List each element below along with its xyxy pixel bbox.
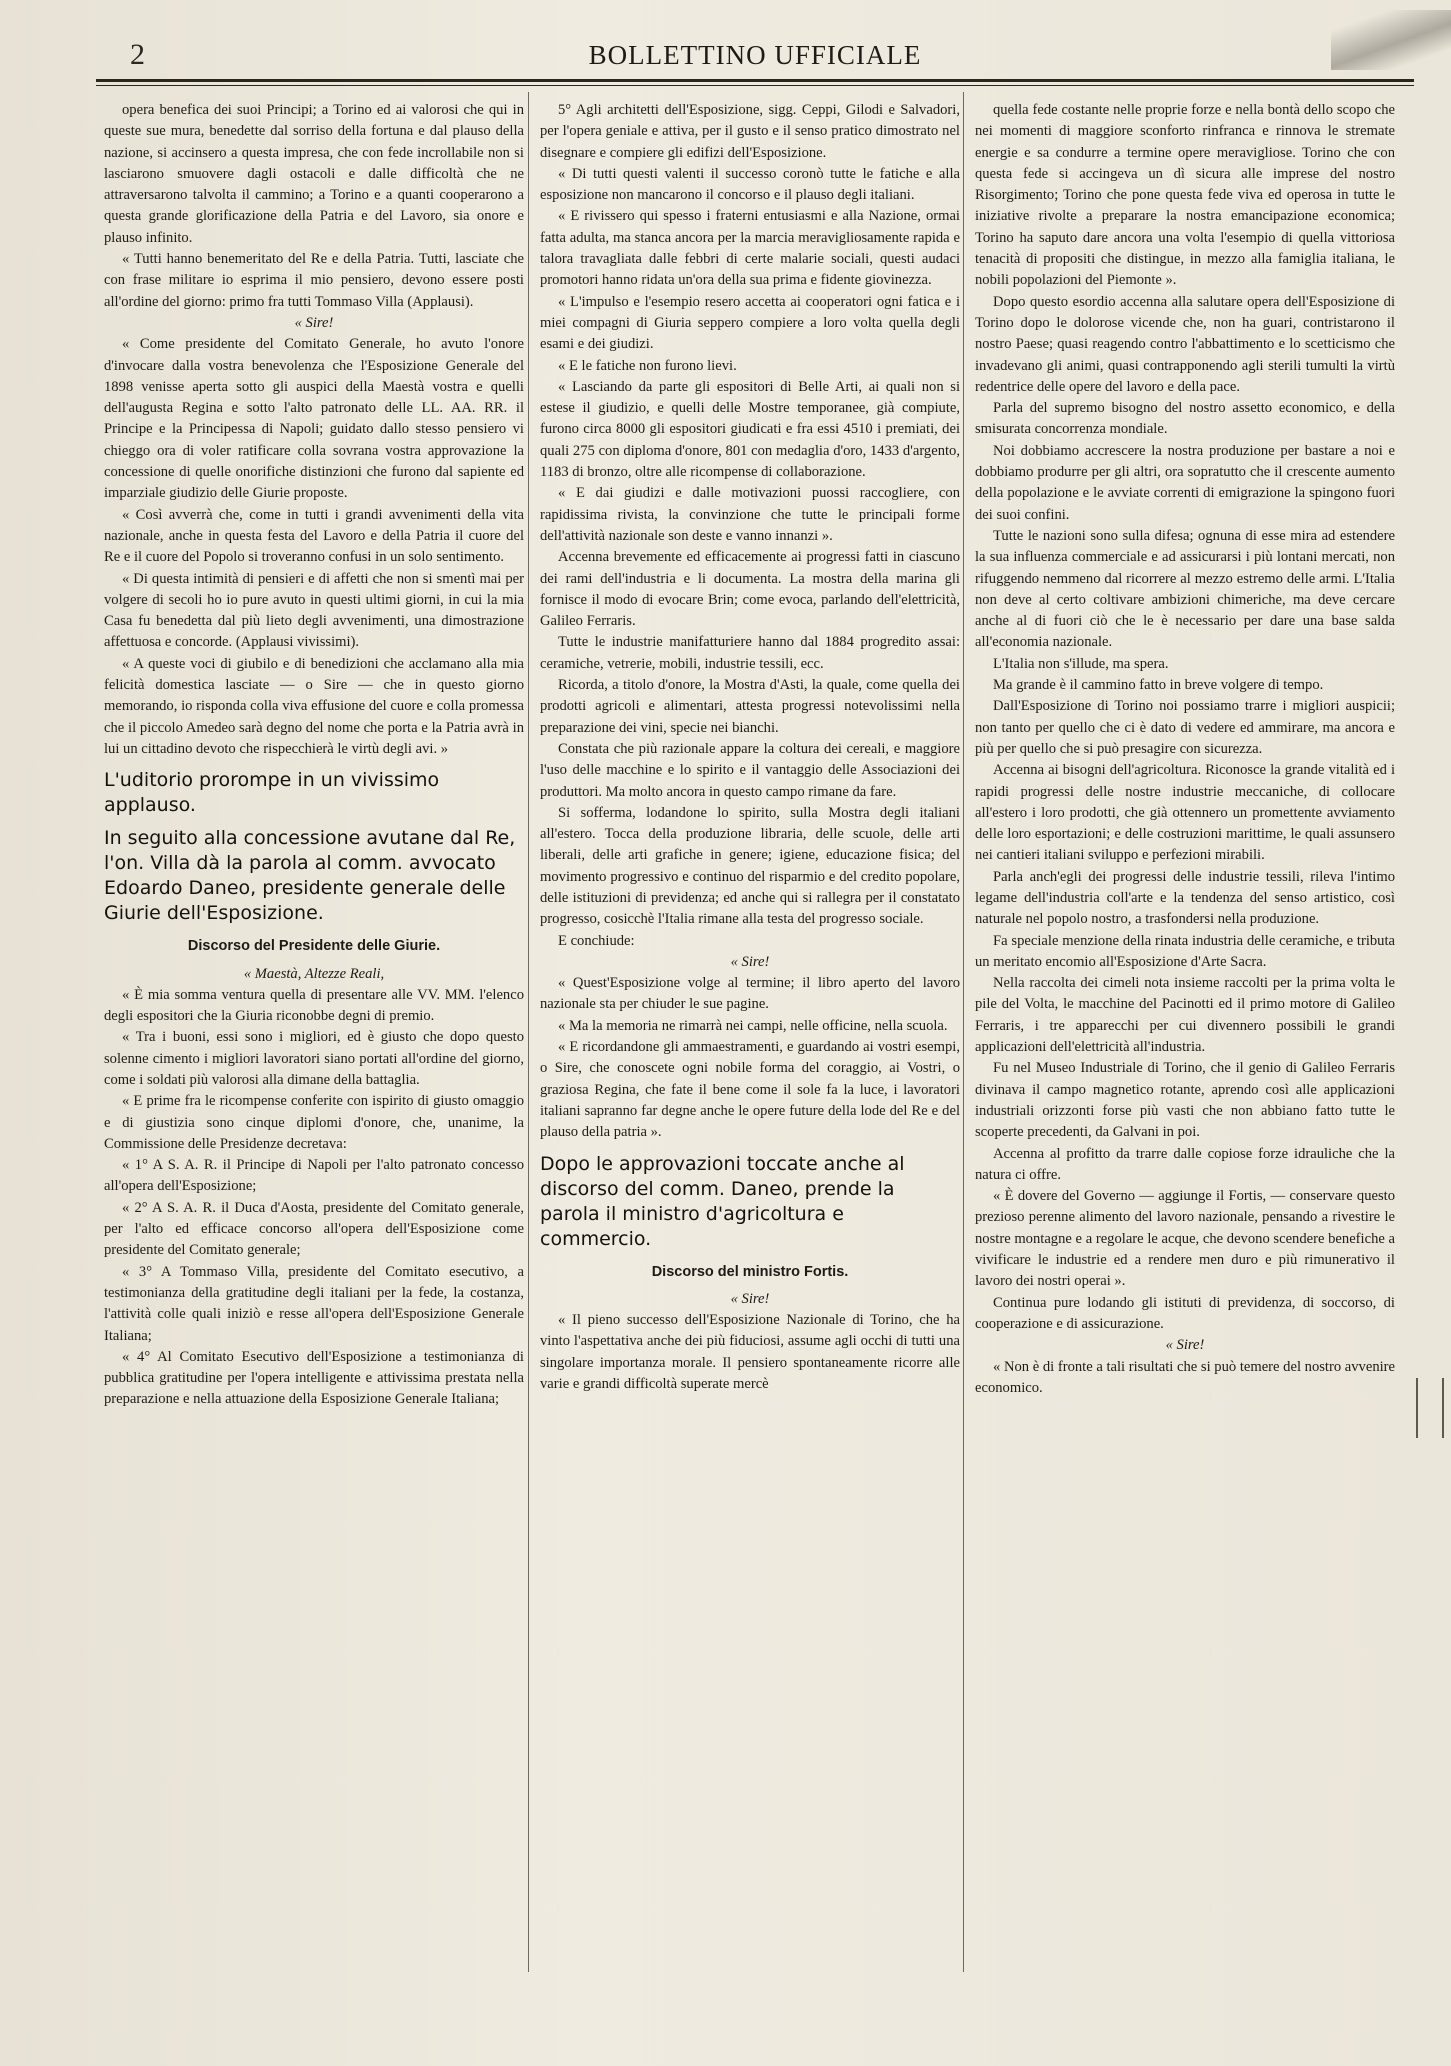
text-column-1 [104, 100, 524, 1930]
paragraph: Tutte le nazioni sono sulla difesa; ognuna di esse mira ad estendere la sua influenza commerciale e ad assicurarsi i più lontani mercati, non rifuggendo nemmeno dal ricorrere al mezzo estremo delle armi. L'Italia non deve al certo coltivare ambizioni chimeriche, ma deve cercare anche al di fuori ciò che le è necessario per dare una base salda all'economia nazionale. [975, 527, 1395, 651]
paragraph: Nella raccolta dei cimeli nota insieme raccolti per la prima volta le pile del Volta, le macchine del Pacinotti ed il primo motore di Galileo Ferraris, i tre apparecchi per cui divennero possibili le grandi applicazioni dell'elettricità all'industria. [975, 975, 1395, 1056]
paragraph: quella fede costante nelle proprie forze e nella bontà dello scopo che nei momenti di maggiore sconforto rinfranca e rinnova le stremate energie e sa condurre a termine opere meravigliose. Torino che con questa fede si accingeva un dì sicura alle imprese del nostro Risorgimento; Torino che pone questa fede viva ed operosa in tutte le iniziative rivolte a preparare la nostra emancipazione economica; Torino ha saputo dare ancora una volta l'esempio di quella vittoriosa tenacità di propositi che distingue, in mezzo alla famiglia italiana, le nobili popolazioni del Piemonte ». [975, 102, 1395, 289]
paragraph: « E le fatiche non furono lievi. [558, 357, 737, 374]
paragraph: opera benefica dei suoi Principi; a Torino ed ai valorosi che qui in queste sue mura, benedette dal sorriso della fortuna e dal plauso della nazione, si accinsero a questa impresa, che con fede incrollabile non si lasciarono smuovere dagli ostacoli e dalle difficoltà che ne attraversarono talvolta il cammino; a Torino e a quanti cooperarono a questa grande glorificazione della Patria e del Lavoro, sia onore e plauso infinito. [104, 102, 524, 246]
paragraph: Parla anch'egli dei progressi delle industrie tessili, rileva l'intimo legame dell'industria coll'arte e la tendenza del senso artistico, così naturale nel popolo nostro, a trasfondersi nella produzione. [975, 868, 1395, 928]
column-divider-2 [963, 92, 964, 1972]
paragraph: « È dovere del Governo — aggiunge il Fortis, — conservare questo prezioso perenne alimento del lavoro nazionale, pensando a rivestire le nostre montagne e a regolare le acque, che devono scendere benefiche a vivificare le industrie ed a rendere men duro e più rimunerativo il lavoro dei nostri operai ». [975, 1188, 1395, 1290]
paragraph: « Quest'Esposizione volge al termine; il libro aperto del lavoro nazionale sta per chiuder le sue pagine. [540, 975, 960, 1013]
paragraph: Constata che più razionale appare la coltura dei cereali, e maggiore l'uso delle macchine e lo spirito e il vantaggio delle Associazioni dei produttori. Ma molto ancora in questo campo rimane da fare. [540, 740, 960, 800]
publication-title: BOLLETTINO UFFICIALE [588, 40, 922, 70]
paragraph: E conchiude: [558, 932, 635, 949]
paragraph: « Tra i buoni, essi sono i migliori, ed è giusto che dopo questo solenne cimento i migliori lavoratori siano portati all'ordine del giorno, come i soldati più valorosi alla dimane della battaglia. [104, 1029, 524, 1088]
paragraph: « Lasciando da parte gli espositori di Belle Arti, ai quali non si estese il giudizio, e quelli delle Mostre temporanee, già compiute, furono circa 8000 gli espositori giudicati e fra essi 4510 i premiati, dei quali 275 con diploma d'onore, 801 con medaglia d'oro, 1433 d'argento, 1183 di bronzo, oltre alle ricompense di collaborazione. [540, 378, 960, 481]
paragraph: Si sofferma, lodandone lo spirito, sulla Mostra degli italiani all'estero. Tocca della produzione libraria, delle scuole, delle arti liberali, delle arti grafiche in genere; igiene, educazione fisica; del movimento progressivo e continuo del risparmio e del credito popolare, delle istituzioni di previdenza; ed anche qui si rallegra per il constatato progresso, cosicchè l'Italia rimane alla testa del progresso sociale. [540, 804, 960, 928]
salutation: « Sire! [1165, 1337, 1205, 1354]
paragraph: « A queste voci di giubilo e di benedizioni che acclamano alla mia felicità domestica lasciate — o Sire — che in questo giorno memorando, io risponda colla viva effusione del cuore e colla promessa che il piccolo Amedeo sarà degno del nome che porta e la Patria avrà in lui un cittadino devoto che rispecchierà le virtù degli avi. » [104, 655, 524, 757]
paragraph: « E ricordandone gli ammaestramenti, e guardando ai vostri esempi, o Sire, che conoscete ogni nobile forma del coraggio, ai Vostri, o graziosa Regina, che fate il bene come il sole fa la luce, i lavoratori italiani sapranno far degne anche le opere future della lode del Re e del plauso della patria ». [540, 1039, 960, 1141]
paragraph: « 4° Al Comitato Esecutivo dell'Esposizione a testimonianza di pubblica gratitudine per l'opera intelligente e attivissima prestata nella preparazione e nella attuazione della Esposizione Generale Italiana; [104, 1348, 524, 1408]
bold-summary-line: L'uditorio prorompe in un vivissimo applauso. [104, 769, 440, 817]
paragraph: « E dai giudizi e dalle motivazioni puossi raccogliere, con rapidissima rivista, la convinzione che tutte le principali forme dell'attività nazionale son deste e vanno innanzi ». [540, 485, 960, 544]
paragraph: Parla del supremo bisogno del nostro assetto economico, e della smisurata concorrenza mondiale. [975, 400, 1395, 438]
paragraph: « 3° A Tommaso Villa, presidente del Comitato esecutivo, a testimonianza della gratitudine degli italiani per la fede, la costanza, l'attività colle quali iniziò e resse all'opera dell'Esposizione Generale Italiana; [104, 1263, 524, 1344]
paragraph: Continua pure lodando gli istituti di previdenza, di soccorso, di cooperazione e di assicurazione. [975, 1294, 1395, 1332]
paragraph: « L'impulso e l'esempio resero accetta ai cooperatori ogni fatica e i miei compagni di Giuria seppero compiere a loro volta quella degli esami e dei giudizi. [540, 293, 960, 353]
paragraph: « Come presidente del Comitato Generale, ho avuto l'onore d'invocare dalla vostra benevolenza che l'Esposizione Generale del 1898 venisse aperta sotto gli auspici della Maestà vostra e quelli dell'augusta Regina e sotto l'alto patronato delle LL. AA. RR. il Principe e la Principessa di Napoli; guidato dallo stesso pensiero vi chieggo ora di voler ratificare colla sovrana vostra approvazione la concessione di quelle onorifiche distinzioni che furono dal sapiente ed imparziale giudizio delle Giurie proposte. [104, 336, 524, 502]
paragraph: Noi dobbiamo accrescere la nostra produzione per bastare a noi e dobbiamo produrre per gli altri, ora sopratutto che il crescente aumento della popolazione e le avviate correnti di emigrazione la spingono fuori dei suoi confini. [975, 442, 1395, 523]
speech-heading: Discorso del ministro Fortis. [651, 1263, 849, 1280]
paragraph: Dall'Esposizione di Torino noi possiamo trarre i migliori auspicii; non tanto per quello che ci è dato di vedere ed ammirare, ma ancora e più per quello che si può presagire con sicurezza. [975, 698, 1395, 757]
margin-mark [1416, 1378, 1444, 1438]
speech-heading: Discorso del Presidente delle Giurie. [187, 938, 441, 955]
paragraph: Accenna brevemente ed efficacemente ai progressi fatti in ciascuno dei rami dell'industria e li documenta. La mostra della marina gli fornisce il modo di evocare Brin; come evoca, parlando dell'elettricità, Galileo Ferraris. [540, 549, 960, 630]
paragraph: « 2° A S. A. R. il Duca d'Aosta, presidente del Comitato generale, per l'alto ed efficace concorso all'opera dell'Esposizione come presidente del Comitato generale; [104, 1199, 524, 1259]
salutation: « Sire! [294, 314, 334, 331]
salutation: « Sire! [730, 1290, 770, 1307]
paragraph: Ricorda, a titolo d'onore, la Mostra d'Asti, la quale, come quella dei prodotti agricoli e alimentari, attesta progressi notevolissimi nella preparazione dei vini, specie nei bianchi. [540, 677, 960, 736]
paragraph: « Così avverrà che, come in tutti i grandi avvenimenti della vita nazionale, anche in questa festa del Lavoro e della Patria il cuore del Re e il cuore del Popolo si troveranno confusi in un solo sentimento. [104, 506, 524, 566]
header-rule-thick [96, 79, 1414, 82]
salutation: « Sire! [730, 953, 770, 970]
paragraph: « È mia somma ventura quella di presentare alle VV. MM. l'elenco degli espositori che la Giuria riconobbe degni di premio. [104, 986, 524, 1025]
paragraph: « Di tutti questi valenti il successo coronò tutte le fatiche e alla esposizione non mancarono il concorso e il plauso degli italiani. [540, 165, 960, 204]
paragraph: « Tutti hanno benemeritato del Re e della Patria. Tutti, lasciate che con frase militare io esprima il mio pensiero, devono essere posti all'ordine del giorno: primo fra tutti Tommaso Villa (Applausi). [104, 251, 524, 310]
paragraph: Tutte le industrie manifatturiere hanno dal 1884 progredito assai: ceramiche, vetrerie, mobili, industrie tessili, ecc. [540, 634, 960, 672]
salutation: « Maestà, Altezze Reali, [243, 965, 385, 982]
paragraph: « 1° A S. A. R. il Principe di Napoli per l'alto patronato concesso all'opera dell'Esposizione; [104, 1157, 524, 1195]
paragraph: Dopo questo esordio accenna alla salutare opera dell'Esposizione di Torino dopo le dolorose vicende che, non ha guari, contristarono il nostro Paese; quasi reagendo contro l'abbattimento e lo scetticismo che invadevano gli animi, quasi contrapponendo agli sterili tumulti la virtù redentrice delle opere del lavoro e della pace. [975, 293, 1395, 395]
bold-summary-line: Dopo le approvazioni toccate anche al discorso del comm. Daneo, prende la parola il ministro d'agricoltura e commercio. [540, 1152, 905, 1250]
page-header [96, 36, 1414, 76]
paragraph: 5° Agli architetti dell'Esposizione, sigg. Ceppi, Gilodi e Salvadori, per l'opera geniale e attiva, per il gusto e il senso pratico dimostrato nel disegnare e compiere gli edifizi dell'Esposizione. [540, 102, 960, 161]
paragraph: « E rivissero qui spesso i fraterni entusiasmi e alla Nazione, ormai fatta adulta, ma stanca ancora per la marcia meravigliosamente rapida e talora travagliata dalle febbri di certe malarie sociali, questi audaci promotori hanno ridata un'ora della sua prima e fidente giovinezza. [540, 208, 960, 289]
text-column-2 [540, 100, 960, 1800]
text-column-3 [975, 100, 1395, 1540]
paragraph: Fa speciale menzione della rinata industria delle ceramiche, e tributa un meritato encomio all'Esposizione d'Arte Sacra. [975, 932, 1395, 970]
paragraph: « Ma la memoria ne rimarrà nei campi, nelle officine, nella scuola. [558, 1017, 948, 1034]
paragraph: Accenna al profitto da trarre dalle copiose forze idrauliche che la natura ci offre. [975, 1145, 1395, 1183]
paragraph: « Il pieno successo dell'Esposizione Nazionale di Torino, che ha vinto l'aspettativa anche dei più fiduciosi, assume agli occhi di tutti una singolare importanza morale. Il pensiero spontaneamente ricorre alle varie e grandi difficoltà superate mercè [540, 1312, 960, 1393]
column-divider-1 [528, 92, 529, 1972]
paragraph: « E prime fra le ricompense conferite con ispirito di giusto omaggio e di giustizia sono cinque diplomi d'onore, che, unanime, la Commissione delle Presidenze decretava: [104, 1093, 524, 1152]
header-rule-thin [96, 85, 1414, 86]
bold-summary-line: In seguito alla concessione avutane dal Re, l'on. Villa dà la parola al comm. avvocato Edoardo Daneo, presidente generale delle Giurie dell'Esposizione. [104, 827, 516, 925]
paragraph: L'Italia non s'illude, ma spera. [993, 655, 1169, 672]
paragraph: Ma grande è il cammino fatto in breve volgere di tempo. [993, 677, 1324, 694]
paragraph: Fu nel Museo Industriale di Torino, che il genio di Galileo Ferraris divinava il campo magnetico rotante, aprendo così alle applicazioni industriali orizzonti forse più vasti che non abbiano fatto tutte le scoperte precedenti, da Galvani in poi. [975, 1060, 1395, 1141]
page-number: 2 [130, 38, 145, 71]
paragraph: « Di questa intimità di pensieri e di affetti che non si smentì mai per volgere di secoli ho io pure avuto in questi ultimi giorni, in cui la mia Casa fu benedetta dal più lieto degli avvenimenti, una dimostrazione affettuosa e concorde. (Applausi vivissimi). [104, 570, 524, 651]
paragraph: « Non è di fronte a tali risultati che si può temere del nostro avvenire economico. [975, 1358, 1395, 1396]
paragraph: Accenna ai bisogni dell'agricoltura. Riconosce la grande vitalità ed i rapidi progressi delle nostre industrie meccaniche, di collocare all'estero i loro prodotti, che già ottennero un promettente avviamento delle loro esportazioni; e delle costruzioni marittime, le quali assunsero nei cantieri italiani sviluppo e perfezioni mirabili. [975, 762, 1395, 864]
